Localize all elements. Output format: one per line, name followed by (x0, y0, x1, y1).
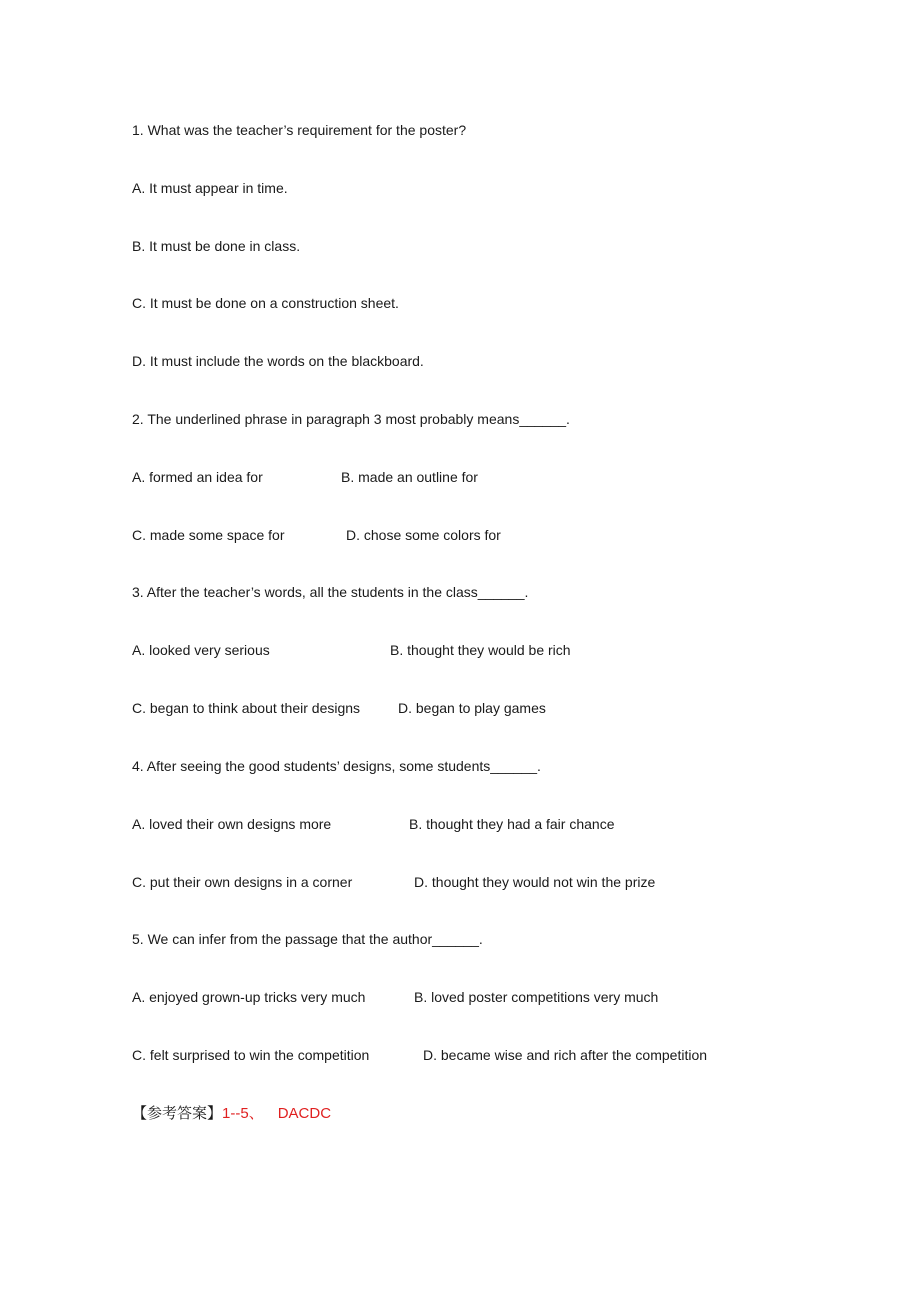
question-3-stem: 3. After the teacher’s words, all the students in the class______. (132, 584, 529, 600)
question-3-option-a: A. looked very serious (132, 642, 270, 658)
answer-key-label: 【参考答案】 (132, 1104, 223, 1122)
question-2-option-b: B. made an outline for (341, 469, 478, 485)
question-1-option-d: D. It must include the words on the blackboard. (132, 353, 424, 369)
question-2-option-a: A. formed an idea for (132, 469, 263, 485)
question-2-stem: 2. The underlined phrase in paragraph 3 most probably means______. (132, 411, 570, 427)
answer-key-range: 1--5、 (222, 1105, 264, 1122)
question-2-option-c: C. made some space for (132, 527, 285, 543)
question-1-option-c: C. It must be done on a construction sheet. (132, 295, 399, 311)
question-4-option-c: C. put their own designs in a corner (132, 874, 353, 890)
question-3-option-b: B. thought they would be rich (390, 642, 571, 658)
question-3-option-c: C. began to think about their designs (132, 700, 361, 716)
question-5-stem: 5. We can infer from the passage that the author______. (132, 931, 483, 947)
question-4-option-d: D. thought they would not win the prize (414, 874, 656, 890)
question-5-option-c: C. felt surprised to win the competition (132, 1047, 370, 1063)
question-4-option-b: B. thought they had a fair chance (409, 816, 615, 832)
question-1-stem: 1. What was the teacher’s requirement for the poster? (132, 122, 467, 138)
question-5-option-a: A. enjoyed grown-up tricks very much (132, 989, 366, 1005)
question-4-stem: 4. After seeing the good students’ designs, some students______. (132, 758, 541, 774)
question-1-option-b: B. It must be done in class. (132, 238, 301, 254)
question-3-option-d: D. began to play games (398, 700, 546, 716)
answer-key (132, 1103, 331, 1124)
question-1-option-a: A. It must appear in time. (132, 180, 288, 196)
question-5-option-d: D. became wise and rich after the competition (423, 1047, 708, 1063)
question-2-option-d: D. chose some colors for (346, 527, 501, 543)
question-5-option-b: B. loved poster competitions very much (414, 989, 659, 1005)
question-4-option-a: A. loved their own designs more (132, 816, 332, 832)
answer-key-letters: DACDC (277, 1105, 332, 1122)
